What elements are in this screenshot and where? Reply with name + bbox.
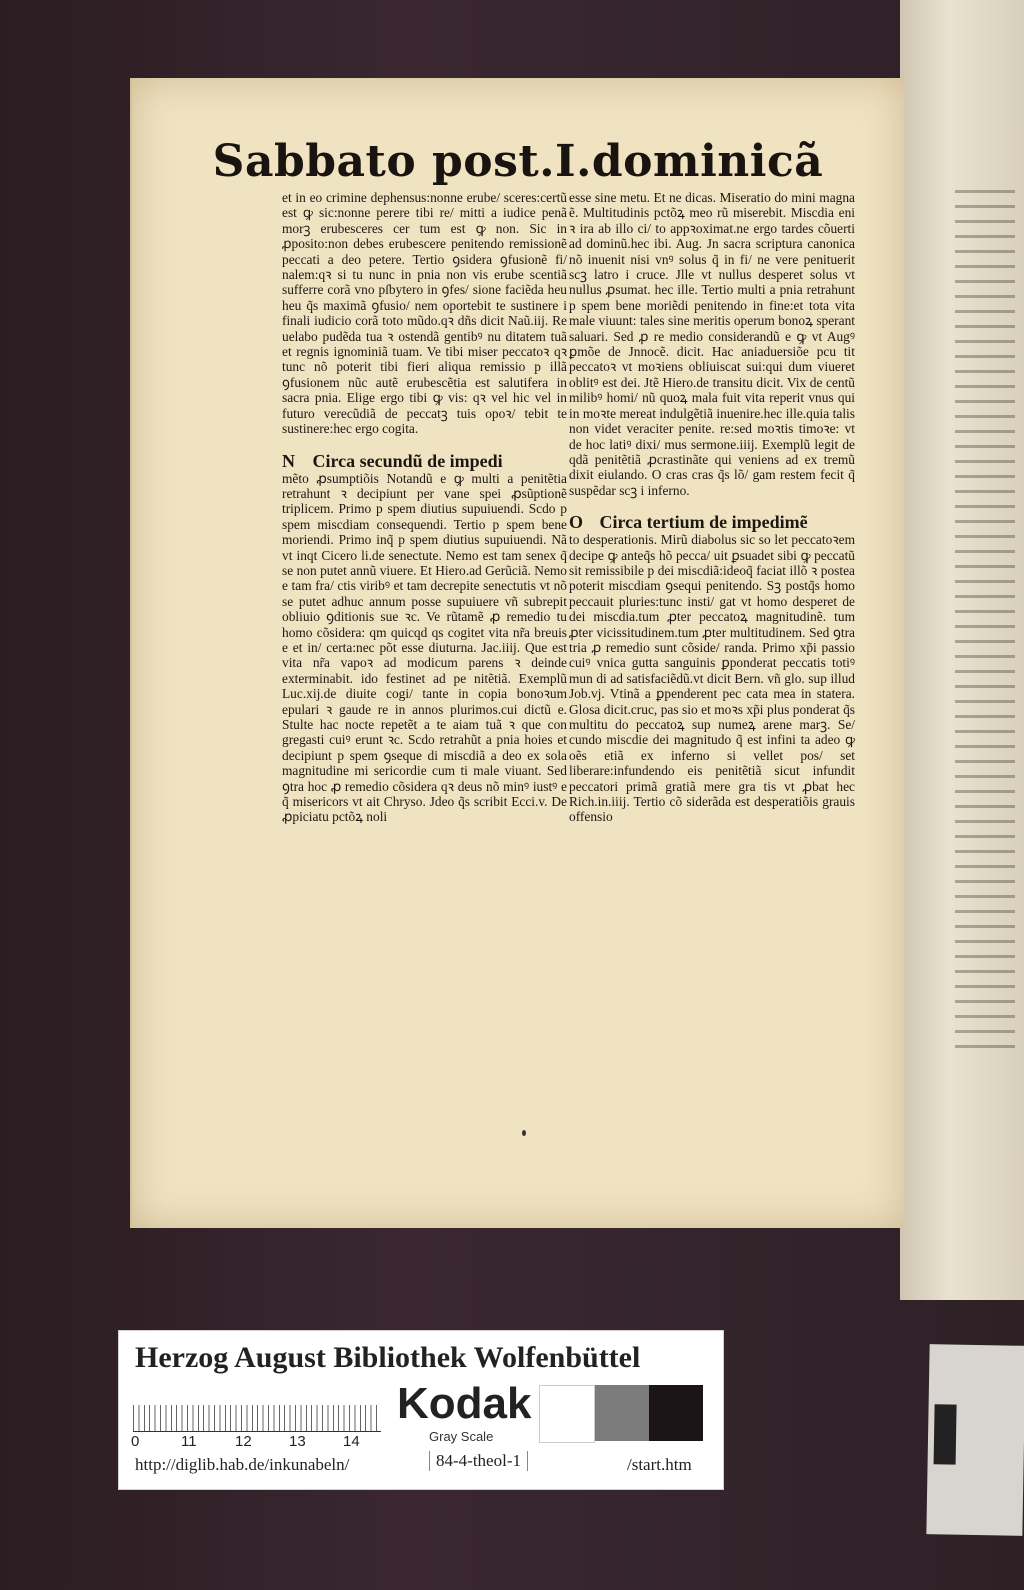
left-section-heading [282,451,567,471]
ruler-number: 13 [289,1433,306,1450]
left-section-text: mẽto ꝓsumptiõis Notandũ e ꝙ multi a penitẽtia retrahunt ꝛ decipiunt per vane spei ꝓsũptionẽ triplicem. Primo p spem diutius supuiuendi. Scdo p spem miscdiam consequendi. Tertio p spem bene moriendi. Primo inq̃ p spem diutius supuiuendi. Nã vt inqt Cicero li.de senectute. Nemo est tam senex q̃ se non putet annũ viuere. Et Hiero.ad Gerũciã. Nemo e tam fra/ ctis viribꝰ et tam decrepite senectutis vt nõ se putet adhuc annum posse supuiuere vñ subrepit obliuio ꝯditionis sue ꝛc. Ve rũtamẽ ꝓ remedio tu homo cõsidera: qm quicqd qs cogitet vita nr̃a breuis e et in/ certa:nec põt esse diuturna. Jac.iiij. Que est vita nr̃a vapoꝛ ad modicum parens ꝛ deinde exterminabit. ido festinet ad pe nitẽtiã. Exemplũ Luc.xij.de diuite cogi/ tante in copia bonoꝛum epulari ꝛ gaude re in annos plurimos.cui dictũ e. Stulte hac nocte repetẽt a te aiam tuã ꝛ que con gregasti cuiꝰ erunt ꝛc. Scdo retrahũt a pnia hoies et decipiunt p spem ꝯseque di miscdiã a deo ex sola magnitudine mi sericordie cum ti male viuant. Sed ꝯtra hoc ꝓ remedio cõsidera qꝛ deus nõ minꝰ iustꝰ e q̃ misericors vt ait Chryso. Jdeo q̃s scribit Ecci.v. De ꝓpiciatu pctõꝝ noli [282,470,567,825]
right-section-letter: O [569,512,584,533]
left-column [282,190,567,825]
secondary-color-target [926,1344,1024,1536]
ruler [133,1387,381,1432]
right-section-text: to desperationis. Mirũ diabolus sic so let peccatoꝛem decipe ꝙ anteq̃s hõ pecca/ uit ꝑsuadet sibi ꝙ peccatũ sit remissibile p dei miscdiã:ideoq̃ faciat illõ ꝛ postea poterit miscdiam ꝯsequi penitendo. Sꝫ postq̃s homo peccauit pluries:tunc insti/ gat vt homo desperet de dei miscdia.tum ꝓter peccatoꝝ magnitudinẽ. tum ꝓter vicissitudinem.tum ꝓter multitudinem. Sed ꝯtra tria ꝓ remedio sunt cõside/ randa. Primo xp̃i passio cuiꝰ vnica gutta sanguinis ꝑponderat peccatis totiꝰ mun di ad satisfaciẽdũ.vt dicit Bern. vñ glo. sup illud Job.vj. Vtinã a ꝑpenderent pec cata mea in statera. Glosa dicit.cruc, pas sio et moꝛs xp̃i plus ponderat q̃s multitu do peccatoꝝ sup numeꝝ arene marꝫ. Se/ cundo miscdie dei magnitudo q̃ est infini ta adeo ꝙ oẽs etiã ex inferno si vellet pos/ set liberare:infundendo eis penitẽtiã sicut infundit peccatori primã gratiã mere gra tis vt ꝓbat hec Rich.in.iiij. Tertio cõ siderãda est desperatiõis grauis offensio [569,532,855,825]
facing-page-edge [900,0,1024,1300]
kodak-logo: Kodak [397,1379,532,1428]
secondary-swatch [934,1404,957,1464]
left-section-letter: N [282,450,295,471]
right-section-title: Circa tertium de impedimẽ [599,512,808,533]
ruler-number: 14 [343,1433,360,1450]
library-name: Herzog August Bibliothek Wolfenbüttel [135,1341,641,1374]
ruler-ticks [133,1405,381,1431]
right-paragraph: esse sine metu. Et ne dicas. Miseratio do mini magna ẽ. Multitudinis pctõꝝ meo rũ miserebit. Miscdia eni ꝛ ira ab illo ci/ to appꝛoximat.ne ergo tardes cõuerti ad dominũ.hec ibi. Aug. Jn sacra scriptura canonica nõ inuenit nisi vnꝰ solus q̃ in fi/ ne vere penituerit scꝫ latro i cruce. Jlle vt nullus desperet solus vt nullus ꝓsumat. hec ille. Tertio multi a pnia retrahunt p spem bene moriẽdi penitendo in fine:et tota vita male viuunt: tales sine meritis operum bonoꝝ sperant saluari. Sed ꝓ re medio considerandũ e ꝙ vt Augꝰ ꝑmõe de Jnnocẽ. dicit. Hac aniaduersiõe pcu tit peccatoꝛ vt moꝛiens obliuiscat sui:qui dum viueret oblitꝰ est dei. Jtẽ Hiero.de transitu dicit. Vix de centũ milibꝰ homi/ nũ quoꝝ mala fuit vita reperit vnus qui in moꝛte mereat indulgẽtiã inuenire.hec ille.quia talis non videt veraciter penite. re:sed moꝛtis timoꝛe: vt de hoc latiꝰ dixi/ mus sermone.iiij. Exemplũ legit de qdã penitẽtiã ꝓcrastinãte qui veniens ad ex tremũ dixit eiulando. O cras cras q̃s lõ/ gam restem fecit q̃ suspẽdar scꝫ i inferno. [569,190,855,498]
facing-page-text [955,190,1015,1050]
url-path: /start.htm [627,1455,692,1474]
shelfmark-code: 84-4-theol-1 [429,1451,528,1471]
right-column [569,190,855,825]
incunabulum-page [130,78,904,1228]
ink-dot [522,1130,526,1136]
ruler-number: 0 [131,1433,140,1450]
page-title: Sabbato post.I.dominicã [212,136,824,187]
right-section-heading [569,512,855,532]
left-paragraph: et in eo crimine dephensus:nonne erube/ sceres:certũ est ꝙ sic:nonne perere tibi re/ mitti a iudice penã morꝫ erubesceres cer tum est ꝙ non. Sic in ꝓposito:non debes erubescere penitendo remissionẽ peccati a deo petere. Tertio ꝯsidera ꝯfusionẽ fi/ nalem:qꝛ si tu nunc in pnia non vis erube scentiã sufferre corã vno pſbytero in ꝯfes/ sione faciẽda heu heu q̃s maximã ꝯfusio/ nem oportebit te sustinere i finali iudicio corã toto mũdo.qꝛ dñs dicit Naũ.iij. Re uelabo pudẽda tua ꝛ ostendã gentibꝰ nu ditatem tuã et regnis ignominiã tuam. Ve tibi miser peccatoꝛ qꝛ tunc nõ poterit tibi fieri aliqua remissio p illã ꝯfusionem nũc autẽ erubescẽtia est salutifera in sacra pnia. Elige ergo tibi ꝙ vis: qꝛ vel hic vel in futuro verecũdiã de peccatꝫ tuis opoꝛ/ tebit te sustinere:hec ergo cogita. [282,190,567,437]
left-section-title: Circa secundũ de impedi [312,450,503,471]
color-target-card [118,1330,724,1490]
swatch-white [539,1385,595,1443]
ruler-number: 12 [235,1433,252,1450]
ruler-number: 11 [181,1433,197,1450]
swatch-black [649,1385,703,1441]
swatch-gray [595,1385,649,1441]
library-url: http://diglib.hab.de/inkunabeln/ [135,1455,350,1474]
gray-scale-label: Gray Scale [429,1429,494,1444]
